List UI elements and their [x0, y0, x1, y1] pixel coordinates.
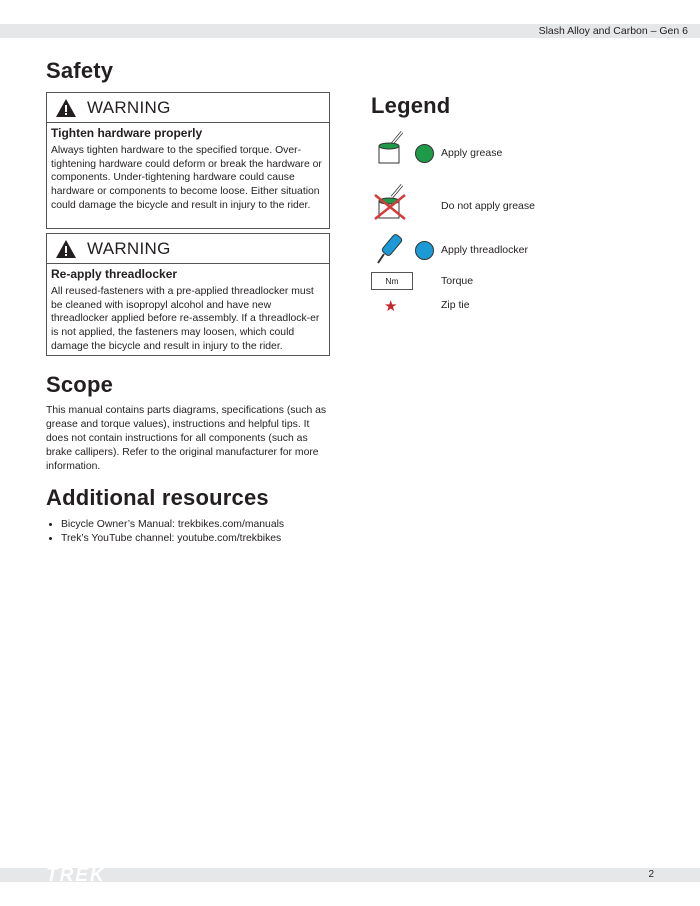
page-number: 2 [648, 869, 654, 880]
grease-dot-icon [415, 144, 434, 163]
warning-subtitle: Tighten hardware properly [51, 126, 203, 140]
warning-box-threadlocker [46, 233, 330, 356]
warning-subtitle: Re-apply threadlocker [51, 267, 178, 281]
legend-label: Do not apply grease [441, 200, 535, 212]
threadlocker-bottle-icon [375, 232, 407, 266]
threadlocker-dot-icon [415, 241, 434, 260]
warning-label: WARNING [87, 238, 171, 258]
resources-list [46, 518, 284, 546]
legend-label: Apply threadlocker [441, 244, 528, 256]
warning-box-torque [46, 92, 330, 229]
scope-heading: Scope [46, 372, 114, 397]
grease-can-icon [376, 130, 406, 164]
resources-heading: Additional resources [46, 485, 269, 510]
document-title: Slash Alloy and Carbon – Gen 6 [538, 25, 688, 37]
safety-heading: Safety [46, 58, 114, 83]
page-footer [0, 865, 700, 886]
torque-box-icon: Nm [371, 272, 413, 290]
legend-label: Zip tie [441, 299, 470, 311]
zip-tie-star-icon: ★ [384, 298, 398, 315]
warning-triangle-icon [55, 239, 77, 259]
warning-body: All reused-fasteners with a pre-applied threadlocker must be cleaned with isopropyl alcohol and have new threadlocker applied before re-assembly. If a threadlock-er is not applied, the fasteners may loosen, which could damage the bicycle and result in injury to the rider. [51, 286, 320, 352]
resource-item: • Bicycle Owner’s Manual: trekbikes.com/manuals [61, 518, 284, 532]
no-grease-icon [373, 183, 407, 221]
warning-label: WARNING [87, 97, 171, 117]
legend-label: Apply grease [441, 147, 503, 159]
warning-triangle-icon [55, 98, 77, 118]
warning-body: Always tighten hardware to the specified torque. Over-tightening hardware could deform or break the hardware or components. Under-tightening hardware could cause hardware or components to become loose. Either situation could damage the bicycle and result in injury to the rider. [51, 145, 322, 211]
scope-body: This manual contains parts diagrams, specifications (such as grease and torque values), instructions and helpful tips. It does not contain instructions for all components (such as brake callipers). Refer to the original manufacturer for more information. [46, 405, 327, 472]
trek-logo: TREK [46, 865, 106, 886]
page-header [0, 24, 700, 38]
legend-heading: Legend [371, 93, 451, 118]
resource-item: • Trek’s YouTube channel: youtube.com/trekbikes [61, 532, 284, 546]
legend-label: Torque [441, 275, 474, 287]
